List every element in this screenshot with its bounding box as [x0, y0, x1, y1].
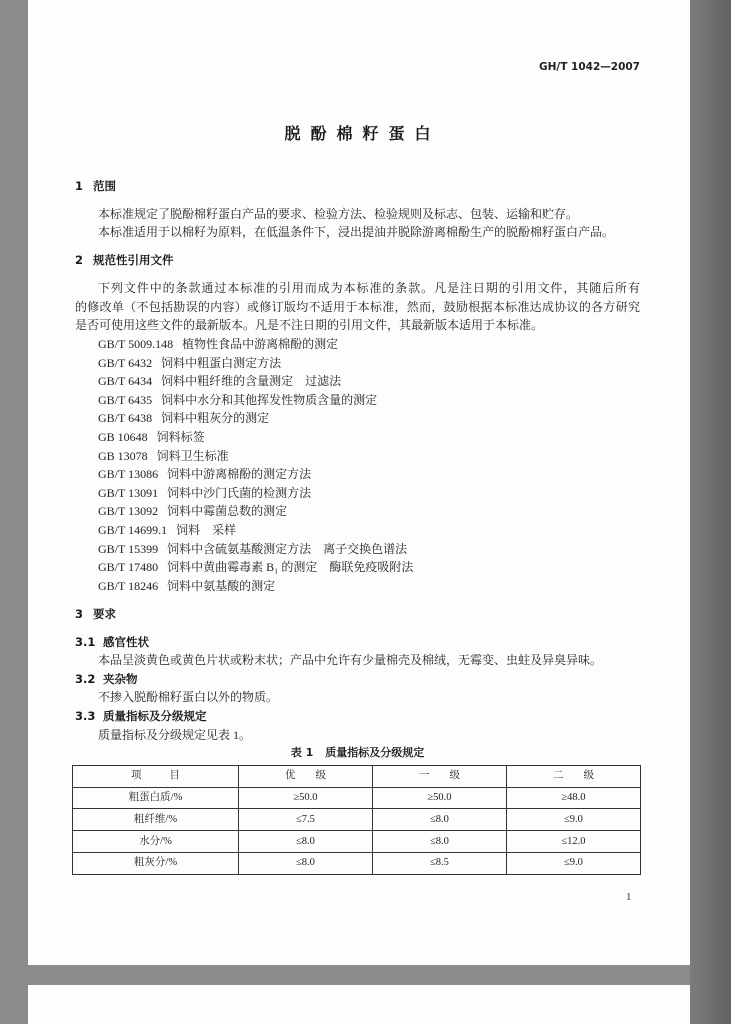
section-number: 2: [75, 253, 84, 268]
subsection-number: 3.2: [75, 671, 96, 686]
table-cell: ≤7.5: [239, 809, 373, 831]
table-row: [73, 831, 641, 853]
subsection-heading-3-1: [75, 633, 640, 652]
reference-item: [75, 335, 640, 354]
reference-code: GB/T 13086: [98, 467, 159, 482]
document-body: [75, 177, 640, 875]
row-label: 粗灰分/%: [73, 853, 239, 875]
reference-item: [75, 447, 640, 466]
subsection-heading-3-3: [75, 707, 640, 726]
reference-title: 饲料中水分和其他挥发性物质含量的测定: [161, 392, 378, 407]
table-cell: ≥50.0: [373, 787, 507, 809]
paragraph-line: 下列文件中的条款通过本标准的引用而成为本标准的条款。凡是注日期的引用文件，其随后所有: [98, 281, 640, 296]
reference-item: [75, 540, 640, 559]
reference-code: GB/T 15399: [98, 541, 159, 556]
viewer-background-right: [690, 0, 731, 1024]
row-label: 水分/%: [73, 831, 239, 853]
reference-item: [75, 521, 640, 540]
subsection-number: 3.1: [75, 634, 96, 649]
section-heading-3: [75, 605, 640, 624]
paragraph-line: 是否可使用这些文件的最新版本。凡是不注日期的引用文件，其最新版本适用于本标准。: [75, 318, 544, 333]
table-cell: ≤12.0: [507, 831, 641, 853]
reference-title: 饲料中粗灰分的测定: [161, 411, 270, 426]
table-row: [73, 787, 641, 809]
reference-code: GB/T 17480: [98, 560, 159, 575]
reference-code: GB/T 5009.148: [98, 337, 174, 352]
section-heading-2: [75, 251, 640, 270]
reference-item: [75, 391, 640, 410]
table-header-row: [73, 765, 641, 787]
reference-item: [75, 409, 640, 428]
reference-item: [75, 577, 640, 596]
page-number: 1: [626, 891, 632, 903]
paragraph: 本标准适用于以棉籽为原料，在低温条件下，浸出提油并脱除游离棉酚生产的脱酚棉籽蛋白产品。: [98, 225, 615, 240]
reference-item: [75, 372, 640, 391]
reference-code: GB/T 13092: [98, 504, 159, 519]
reference-item: [75, 428, 640, 447]
reference-title: 饲料 采样: [176, 522, 237, 537]
reference-title: 饲料卫生标准: [156, 448, 229, 463]
table-title: 质量指标及分级规定: [325, 746, 425, 760]
reference-item: [75, 502, 640, 521]
subsection-number: 3.3: [75, 709, 96, 724]
quality-grade-table: [72, 765, 641, 875]
reference-code: GB/T 6432: [98, 355, 153, 370]
section-heading-1: [75, 177, 640, 196]
table-cell: ≤9.0: [507, 853, 641, 875]
reference-title: 植物性食品中游离棉酚的测定: [182, 337, 339, 352]
reference-code: GB/T 6434: [98, 374, 153, 389]
reference-title: 饲料中霉菌总数的测定: [167, 504, 288, 519]
row-label: 粗纤维/%: [73, 809, 239, 831]
table-cell: ≥48.0: [507, 787, 641, 809]
reference-code: GB/T 6435: [98, 392, 153, 407]
subsection-title: 质量指标及分级规定: [103, 709, 207, 724]
reference-item: [75, 558, 640, 577]
paragraph: 不掺入脱酚棉籽蛋白以外的物质。: [98, 690, 279, 705]
reference-code: GB 13078: [98, 448, 148, 463]
table-label: 表 1: [290, 746, 314, 760]
section-number: 1: [75, 178, 84, 193]
section-number: 3: [75, 606, 84, 621]
row-label: 粗蛋白质/%: [73, 787, 239, 809]
table-row: [73, 853, 641, 875]
section-title: 规范性引用文件: [93, 253, 174, 268]
table-cell: ≤8.0: [239, 853, 373, 875]
paragraph: 本品呈淡黄色或黄色片状或粉末状；产品中允许有少量棉壳及棉绒，无霉变、虫蛀及异臭异味。: [98, 653, 603, 668]
paragraph: 本标准规定了脱酚棉籽蛋白产品的要求、检验方法、检验规则及标志、包装、运输和贮存。: [98, 206, 579, 221]
subsection-heading-3-2: [75, 670, 640, 689]
table-caption: [75, 744, 640, 763]
reference-title: 饲料中沙门氏菌的检测方法: [167, 485, 312, 500]
table-row: [73, 809, 641, 831]
subsection-title: 感官性状: [103, 634, 149, 649]
reference-title: 饲料中黄曲霉毒素 B₁ 的测定 酶联免疫吸附法: [167, 560, 414, 575]
column-header: 一级: [373, 765, 507, 787]
table-cell: ≤9.0: [507, 809, 641, 831]
column-header: 项目: [73, 765, 239, 787]
reference-title: 饲料中含硫氨基酸测定方法 离子交换色谱法: [167, 541, 408, 556]
reference-title: 饲料中粗蛋白测定方法: [161, 355, 282, 370]
table-cell: ≤8.0: [373, 809, 507, 831]
reference-title: 饲料中氨基酸的测定: [167, 578, 276, 593]
reference-item: [75, 484, 640, 503]
reference-code: GB/T 14699.1: [98, 522, 168, 537]
paragraph-line: 的修改单（不包括勘误的内容）或修订版均不适用于本标准，然而，鼓励根据本标准达成协议的各方研究: [75, 299, 640, 314]
reference-title: 饲料中游离棉酚的测定方法: [167, 467, 312, 482]
reference-title: 饲料标签: [156, 429, 205, 444]
table-cell: ≤8.0: [239, 831, 373, 853]
table-cell: ≤8.5: [373, 853, 507, 875]
standard-code: GH/T 1042—2007: [538, 61, 640, 73]
paragraph: 质量指标及分级规定见表 1。: [98, 727, 252, 742]
table-cell: ≥50.0: [239, 787, 373, 809]
reference-code: GB 10648: [98, 429, 148, 444]
reference-code: GB/T 18246: [98, 578, 159, 593]
column-header: 优级: [239, 765, 373, 787]
reference-item: [75, 465, 640, 484]
document-title: 脱酚棉籽蛋白: [284, 124, 441, 143]
next-document-page: [28, 985, 690, 1024]
section-title: 要求: [93, 606, 116, 621]
reference-code: GB/T 13091: [98, 485, 159, 500]
reference-code: GB/T 6438: [98, 411, 153, 426]
reference-title: 饲料中粗纤维的含量测定 过滤法: [161, 374, 342, 389]
column-header: 二级: [507, 765, 641, 787]
subsection-title: 夹杂物: [103, 671, 138, 686]
section-title: 范围: [93, 178, 116, 193]
reference-item: [75, 354, 640, 373]
document-page: [28, 0, 690, 965]
table-cell: ≤8.0: [373, 831, 507, 853]
